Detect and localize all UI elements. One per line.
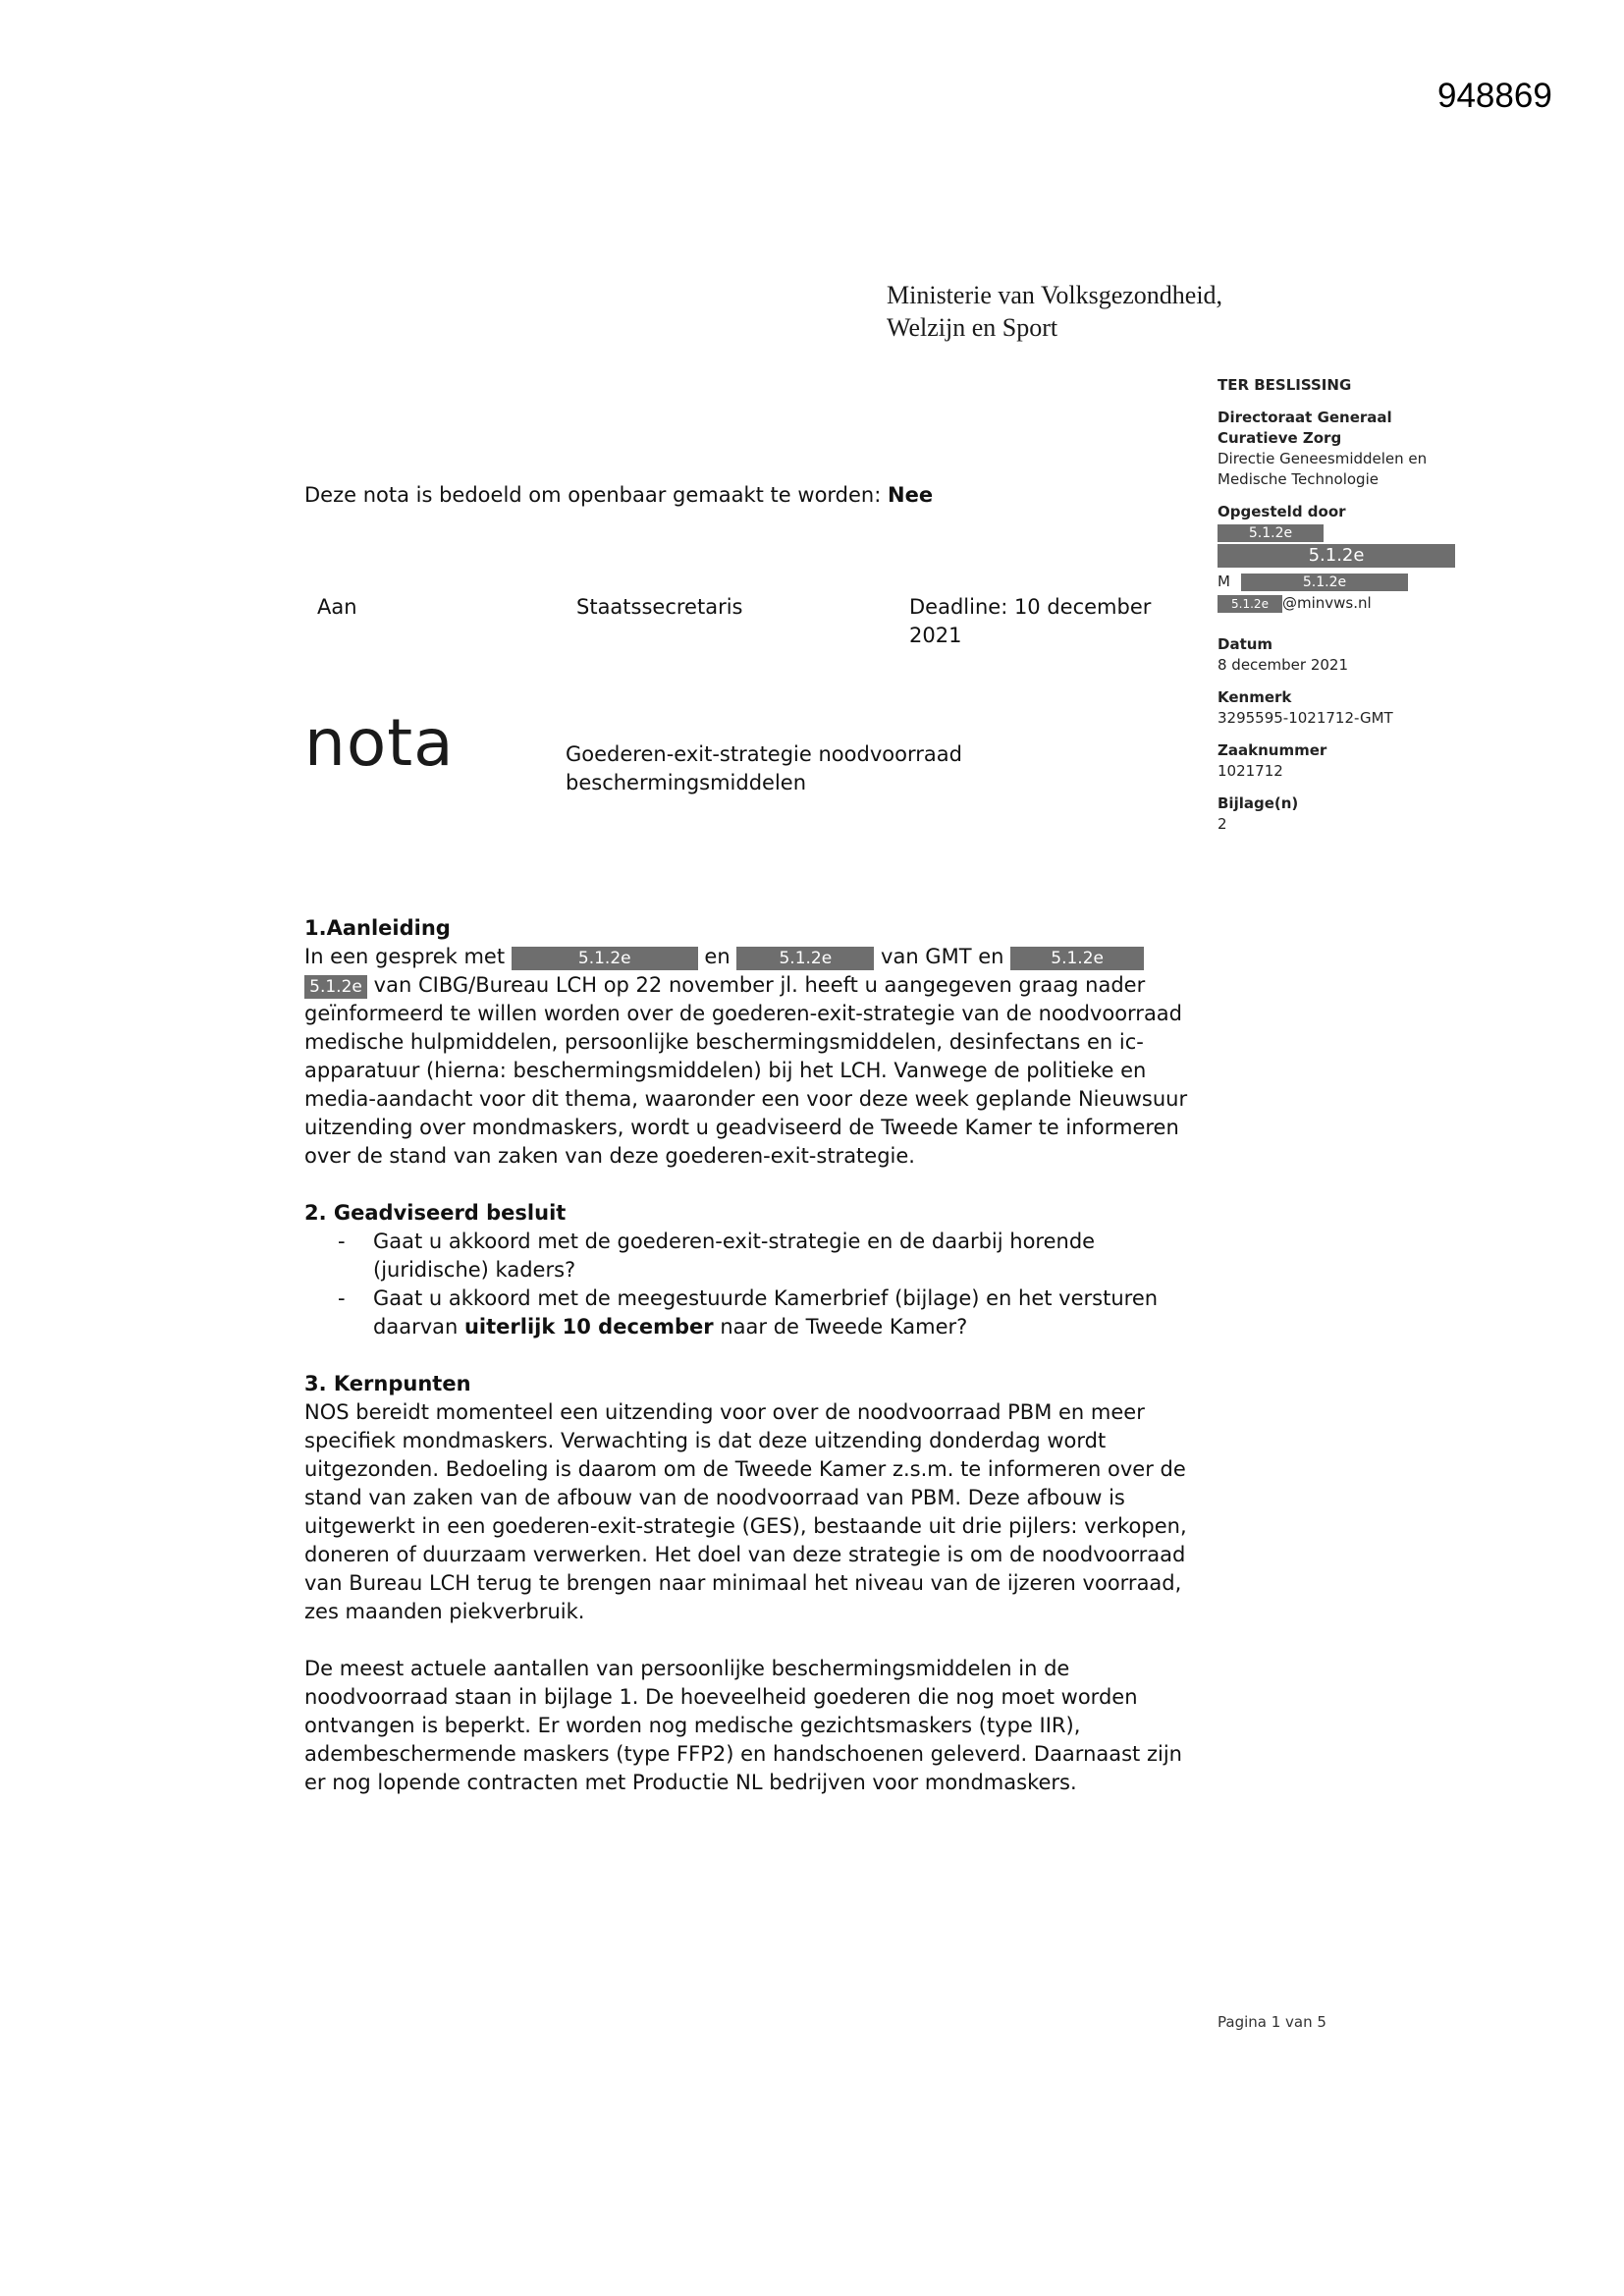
page-number: Pagina 1 van 5 [1218, 2013, 1326, 2031]
section-kernpunten-title: 3. Kernpunten [304, 1372, 471, 1395]
kenmerk-value: 3295595-1021712-GMT [1218, 709, 1393, 727]
zaaknummer-label: Zaaknummer [1218, 741, 1327, 759]
redaction-block: 5.1.2e [1218, 544, 1455, 568]
email-suffix: @minvws.nl [1282, 594, 1372, 612]
section-aanleiding-text: In een gesprek met 5.1.2e en 5.1.2e van GMT en 5.1.2e 5.1.2e van CIBG/Bureau LCH op 22 november jl. heeft u aangegeven graag nader geïnformeerd te willen worden over de goederen-exit-strategie van de noodvoorraad medische hulpmiddelen, persoonlijke beschermingsmiddelen, desinfectans en ic-apparatuur (hierna: beschermingsmiddelen) bij het LCH. Vanwege de politieke en media-aandacht voor dit thema, waaronder een voor deze week geplande Nieuwsuur uitzending over mondmaskers, wordt u geadviseerd de Tweede Kamer te informeren over de stand van zaken van deze goederen-exit-strategie. [304, 945, 1188, 1168]
status-label: TER BESLISSING [1218, 376, 1352, 394]
nota-heading: nota [304, 705, 455, 781]
list-item: - Gaat u akkoord met de goederen-exit-strategie en de daarbij horende (juridische) kaders? [373, 1228, 1198, 1285]
dg-label-2: Curatieve Zorg [1218, 429, 1342, 447]
m-prefix: M [1218, 573, 1230, 590]
redaction-block: 5.1.2e [1218, 595, 1282, 613]
directie-label-2: Medische Technologie [1218, 470, 1379, 488]
opgesteld-label: Opgesteld door [1218, 503, 1346, 520]
besluit-list [304, 1228, 1198, 1341]
kernpunten-paragraph-2: De meest actuele aantallen van persoonlijke beschermingsmiddelen in de noodvoorraad staan in bijlage 1. De hoeveelheid goederen die nog moet worden ontvangen is beperkt. Er worden nog medische gezichtsmaskers (type IIR), adembeschermende maskers (type FFP2) en handschoenen geleverd. Daarnaast zijn er nog lopende contracten met Productie NL bedrijven voor mondmaskers. [304, 1657, 1182, 1794]
document-sidebar [1218, 375, 1463, 835]
redaction-block: 5.1.2e [1010, 947, 1144, 970]
bijlage-label: Bijlage(n) [1218, 794, 1299, 812]
redaction-block: 5.1.2e [1218, 524, 1324, 542]
directie-label: Directie Geneesmiddelen en [1218, 450, 1428, 467]
openbaar-value: Nee [888, 483, 934, 507]
redaction-block: 5.1.2e [736, 947, 874, 970]
kernpunten-paragraph-1: NOS bereidt momenteel een uitzending voor over de noodvoorraad PBM en meer specifiek mondmaskers. Verwachting is dat deze uitzending donderdag wordt uitgezonden. Bedoeling is daarom om de Tweede Kamer z.s.m. te informeren over de stand van zaken van de afbouw van de noodvoorraad van PBM. Deze afbouw is uitgewerkt in een goederen-exit-strategie (GES), bestaande uit drie pijlers: verkopen, doneren of duurzaam verwerken. Het doel van deze strategie is om de noodvoorraad van Bureau LCH terug te brengen naar minimaal het niveau van de ijzeren voorraad, zes maanden piekverbruik. [304, 1400, 1187, 1623]
redaction-block: 5.1.2e [304, 975, 367, 999]
dg-label: Directoraat Generaal [1218, 409, 1392, 426]
bijlage-value: 2 [1218, 815, 1227, 833]
aan-label: Aan [317, 595, 357, 619]
section-aanleiding-title: 1.Aanleiding [304, 916, 451, 940]
datum-value: 8 december 2021 [1218, 656, 1349, 674]
datum-label: Datum [1218, 635, 1273, 653]
aan-value: Staatssecretaris [576, 595, 743, 619]
ministry-name [887, 279, 1222, 344]
zaaknummer-value: 1021712 [1218, 762, 1283, 780]
openbaar-text: Deze nota is bedoeld om openbaar gemaakt te worden: [304, 483, 888, 507]
redaction-block: 5.1.2e [1241, 574, 1408, 591]
list-item: - Gaat u akkoord met de meegestuurde Kamerbrief (bijlage) en het versturen daarvan uiterlijk 10 december naar de Tweede Kamer? [373, 1285, 1198, 1341]
ministry-line-1: Ministerie van Volksgezondheid, [887, 281, 1223, 309]
subject: Goederen-exit-strategie noodvoorraad beschermingsmiddelen [566, 742, 962, 794]
section-besluit-title: 2. Geadviseerd besluit [304, 1201, 567, 1225]
redaction-block: 5.1.2e [512, 947, 698, 970]
document-number: 948869 [1437, 77, 1552, 115]
deadline: Deadline: 10 december 2021 [909, 595, 1152, 647]
ministry-line-2: Welzijn en Sport [887, 313, 1058, 342]
kenmerk-label: Kenmerk [1218, 688, 1292, 706]
memo-content [304, 914, 1198, 1797]
openbaar-line [304, 481, 933, 510]
